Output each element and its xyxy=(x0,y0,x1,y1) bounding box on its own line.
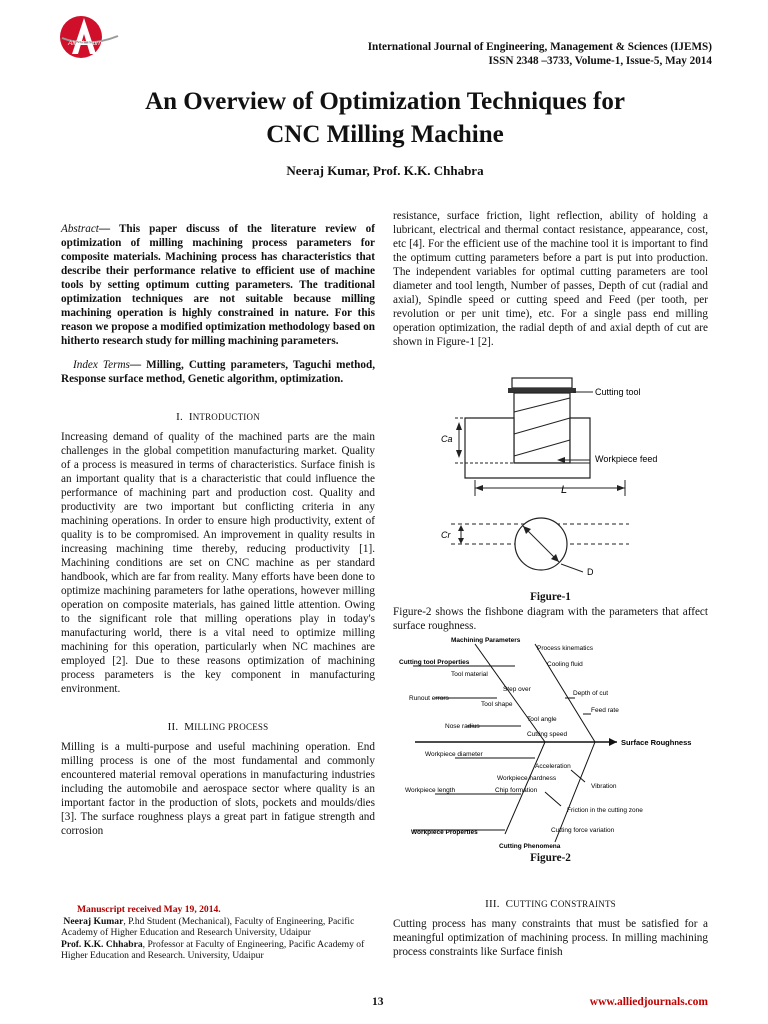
title-line-1: An Overview of Optimization Techniques for xyxy=(145,88,625,115)
cutting-phenomena-label: Cutting Phenomena xyxy=(499,843,561,850)
section-1-body: Increasing demand of quality of the machined parts are the main challenges in the global competition manufacturing market. Quality of a process is measured in terms of characteristics. Surface finish is an important quality that is a characteristic that could influence the performance of machining part and production cost. Quality and productivity are two important but conflicting criteria in any machining operations. In order to ensure high productivity, extent of quality is to be compromised. An improvement in quality results in increasing machining time thereby, reducing productivity [1]. Machining conditions are set on CNC machine as per standard handbook, which are far from reality. Many efforts have been done to optimize machining parameters for lathe operations, however milling operation on composite materials, has gained little attention. Owing to the significant role that milling operations play in today's manufacturing world, there is a vital need to optimize milling machining for this operation, particularly when NC machines are employed [2]. Due to these reasons optimization of machining process parameters is the key component in manufacturing environment. xyxy=(61,431,375,695)
figure-2-caption: Figure-2 xyxy=(530,852,571,864)
process-kinematics-label: Process kinematics xyxy=(537,645,593,652)
abstract xyxy=(61,222,375,348)
section-2-body: Milling is a multi-purpose and useful machining operation. End milling process is one of the most fundamental and commonly encountered material removal operations in manufacturing industries including the automobile and aerospace sector where quality is an important factor in the production of slots, pockets and moulds/dies [3]. The surface roughness plays a great part in fatigue strength and corrosion xyxy=(61,741,375,837)
tool-holder xyxy=(512,378,572,388)
section-3-body: Cutting process has many constraints that must be satisfied for a meaningful optimization of machining process. In milling machining process constraints like Surface finish xyxy=(393,918,708,958)
figure-1-caption: Figure-1 xyxy=(530,591,571,603)
figure-1-diagram xyxy=(415,372,658,592)
tool-shape-label: Tool shape xyxy=(481,701,513,708)
figure-2-intro: Figure-2 shows the fishbone diagram with the parameters that affect surface roughness. xyxy=(393,606,708,632)
length-label: L xyxy=(561,484,568,496)
friction-label: Friction in the cutting zone xyxy=(567,807,643,814)
paper-title xyxy=(60,85,710,151)
left-column xyxy=(61,222,375,838)
logo-text: Allied Journals xyxy=(68,40,111,47)
page-number: 13 xyxy=(372,996,384,1008)
tool-angle-label: Tool angle xyxy=(527,716,557,723)
nose-radius-label: Nose radius xyxy=(445,723,480,730)
step-over-label: Step over xyxy=(503,686,531,693)
workpiece-diameter-label: Workpiece diameter xyxy=(425,751,483,758)
workpiece-feed-label: Workpiece feed xyxy=(595,454,658,464)
journal-name: International Journal of Engineering, Management & Sciences (IJEMS) xyxy=(367,41,712,53)
section-1-heading: I. INTRODUCTION xyxy=(176,411,260,423)
cutting-force-variation-label: Cutting force variation xyxy=(551,827,615,834)
authors: Neeraj Kumar, Prof. K.K. Chhabra xyxy=(286,163,484,178)
journal-issn: ISSN 2348 –3733, Volume-1, Issue-5, May 2014 xyxy=(488,55,712,67)
section-3 xyxy=(393,897,708,959)
workpiece-length-label: Workpiece length xyxy=(405,787,456,794)
abstract-label: Abstract xyxy=(61,223,99,235)
radial-depth-label: Cr xyxy=(441,530,451,540)
index-terms-label: Index Terms xyxy=(73,359,130,371)
tool-collar xyxy=(508,388,576,393)
journal-website-link[interactable]: www.alliedjournals.com xyxy=(589,996,708,1008)
title-line-2: CNC Milling Machine xyxy=(266,121,504,148)
feed-rate-label: Feed rate xyxy=(591,707,619,714)
axial-depth-label: Ca xyxy=(441,434,453,444)
figure-2-fishbone xyxy=(395,632,715,852)
section-2-heading: II. MILLING PROCESS xyxy=(167,721,269,733)
workpiece-properties-label: Workpiece Properties xyxy=(411,829,478,836)
chip-formation-label: Chip formation xyxy=(495,787,538,794)
depth-of-cut-label: Depth of cut xyxy=(573,690,609,697)
allied-journals-logo xyxy=(58,14,120,60)
workpiece-hardness-label: Workpiece hardness xyxy=(497,775,557,782)
right-column-text: resistance, surface friction, light reflection, ability of holding a lubricant, electrical and thermal contact resistance, appearance, cost, etc [4]. For the efficient use of the machine tool it is important to find the optimum cutting parameters before a part is put into production. The independent variables for optimal cutting parameters are tool diameter and tool length, Number of passes, Depth of cut (radial and axial), Spindle speed or cutting speed and Feed (per tooth, per revolution or per unit time), etc. For a single pass end milling operation optimization, the radial depth of and axial depth of cut are shown in Figure-1 [2]. xyxy=(393,210,708,348)
cutting-tool-properties-label: Cutting tool Properties xyxy=(399,659,470,666)
cutting-speed-label: Cutting speed xyxy=(527,731,568,738)
index-terms-text: — Milling, Cutting parameters, Taguchi method, Response surface method, Genetic algorithm, optimization. xyxy=(61,359,375,385)
author-1-note: Neeraj Kumar, P.hd Student (Mechanical), Faculty of Engineering, Pacific Academy of Higher Education and Research University, Udaipur xyxy=(61,915,355,939)
manuscript-received: Manuscript received May 19, 2014. xyxy=(77,904,221,915)
acceleration-label: Acceleration xyxy=(535,763,571,770)
author-2-note: Prof. K.K. Chhabra, Professor at Faculty of Engineering, Pacific Academy of Higher Education and Research. University, Udaipur xyxy=(61,938,365,962)
vibration-label: Vibration xyxy=(591,783,617,790)
section-3-heading: III. CUTTING CONSTRAINTS xyxy=(485,898,616,910)
index-terms xyxy=(61,358,375,386)
cutter-body xyxy=(514,393,570,463)
cooling-fluid-label: Cooling fluid xyxy=(547,661,583,668)
abstract-text: — This paper discuss of the literature review of optimization of milling machining process parameters for composite materials. Machining process has characteristics that describe their performance relative to efficient use of machine tools by setting optimum cutting parameters. The traditional optimization techniques are not suitable because milling machining operation is highly constrained in nature. For this reason we propose a modified optimization methodology based on hitherto research study for milling machining parameters. xyxy=(61,223,375,347)
cutting-tool-label: Cutting tool xyxy=(595,387,641,397)
surface-roughness-label: Surface Roughness xyxy=(621,738,692,747)
diameter-label: D xyxy=(587,567,594,577)
footnote-block xyxy=(61,904,375,962)
tool-material-label: Tool material xyxy=(451,671,488,678)
runout-errors-label: Runout errors xyxy=(409,695,449,702)
machining-parameters-label: Machining Parameters xyxy=(451,637,521,644)
journal-header xyxy=(192,40,712,68)
